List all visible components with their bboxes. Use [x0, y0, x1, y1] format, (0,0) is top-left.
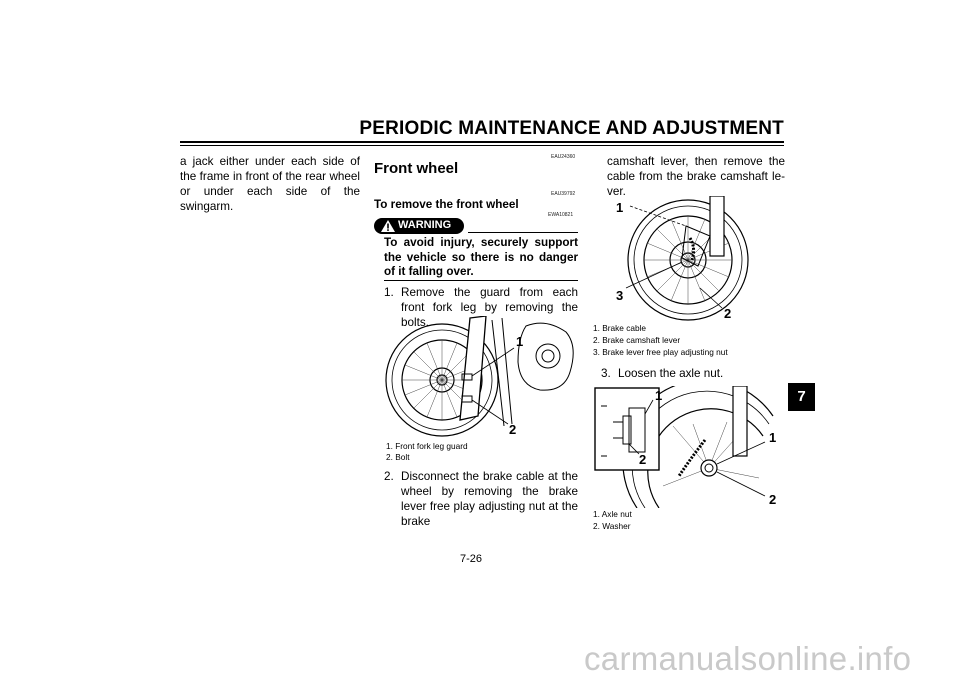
- page-title: PERIODIC MAINTENANCE AND ADJUSTMENT: [359, 118, 784, 139]
- step-number: 3.: [601, 367, 611, 380]
- axle-nut-figure: [593, 386, 785, 508]
- section-title: Front wheel: [374, 160, 459, 177]
- left-column-text: a jack either under each side of the frame in front of the rear wheel or under each side of the swingarm.: [180, 155, 360, 213]
- figure-caption: 2. Washer: [593, 521, 631, 531]
- header-rule: [180, 141, 784, 143]
- callout-number: 3: [616, 288, 624, 303]
- callout-number: 1: [769, 430, 777, 445]
- reference-code: EAU24360: [551, 154, 576, 160]
- warning-rule: [468, 232, 578, 233]
- callout-number: 2: [724, 306, 732, 321]
- reference-code: EAU39792: [551, 191, 576, 197]
- figure-caption: 1. Front fork leg guard: [386, 441, 468, 451]
- step-number: 2.: [384, 470, 394, 483]
- subsection-title: To remove the front wheel: [374, 198, 519, 211]
- watermark: carmanualsonline.info: [584, 640, 912, 677]
- step-text: Remove the guard from each front fork leg by removing the bolts.: [401, 286, 578, 329]
- callout-number: 1: [516, 334, 524, 349]
- step-number: 1.: [384, 286, 394, 299]
- warning-badge: [374, 218, 464, 234]
- header-rule-thin: [180, 145, 784, 146]
- figure-caption: 1. Brake cable: [593, 323, 647, 333]
- chapter-tab: 7: [788, 383, 815, 411]
- step-2: [384, 469, 578, 528]
- callout-number: 2: [509, 422, 517, 437]
- step-3: [601, 366, 785, 382]
- callout-number: 2: [769, 492, 777, 507]
- figure-caption: 2. Brake camshaft lever: [593, 335, 681, 345]
- callout-number: 1: [655, 388, 663, 403]
- warning-icon: [381, 220, 395, 232]
- step-text: Disconnect the brake cable at the wheel by removing the brake lever free play adjusting nut at the brake: [401, 470, 578, 528]
- warning-label: WARNING: [398, 219, 452, 231]
- front-fork-guard-figure: [384, 316, 578, 438]
- brake-cable-figure: [590, 196, 786, 322]
- continued-text: camshaft lever, then remove the cable from the brake camshaft le-ver.: [607, 155, 785, 198]
- figure-caption: 2. Bolt: [386, 452, 410, 462]
- step-text: Loosen the axle nut.: [618, 367, 724, 380]
- figure-caption: 3. Brake lever free play adjusting nut: [593, 347, 728, 357]
- callout-number: 2: [639, 452, 647, 467]
- callout-number: 1: [616, 200, 624, 215]
- page-number: 7-26: [460, 553, 483, 565]
- reference-code: EWA10821: [548, 212, 574, 218]
- figure-caption: 1. Axle nut: [593, 509, 632, 519]
- step-1: [384, 285, 578, 329]
- warning-text: To avoid injury, securely support the vehicle so there is no danger of it falling over.: [384, 236, 578, 278]
- warning-end-rule: [384, 280, 578, 281]
